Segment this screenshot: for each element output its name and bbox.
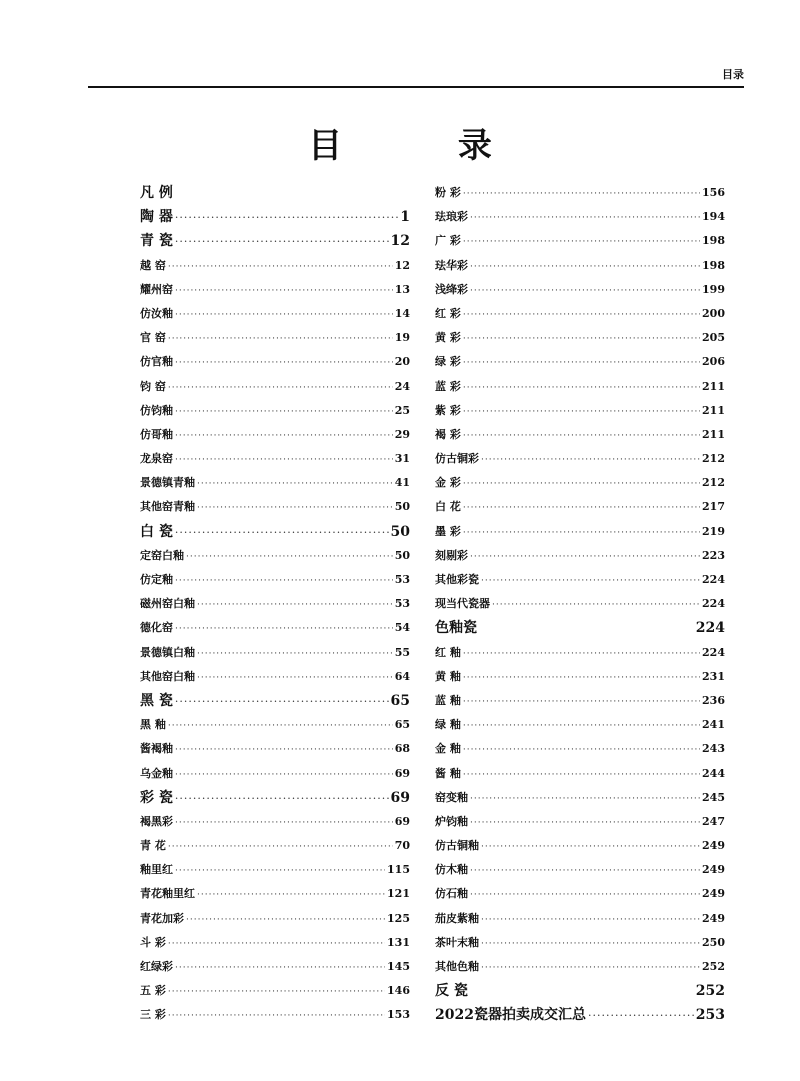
toc-entry[interactable] [140, 834, 410, 858]
toc-entry-page: 252 [702, 960, 725, 973]
toc-entry-page: 68 [394, 742, 410, 756]
toc-leader-dots [463, 376, 700, 400]
toc-entry-label: 色釉瓷 [435, 620, 477, 637]
toc-entry-page: 224 [695, 620, 725, 637]
toc-entry-label: 黑 瓷 [140, 692, 173, 709]
toc-leader-dots [481, 835, 700, 859]
toc-leader-dots [175, 763, 393, 787]
toc-leader-dots [175, 303, 393, 327]
toc-leader-dots [463, 424, 700, 448]
toc-entry-page: 65 [390, 692, 410, 709]
toc-leader-dots [168, 327, 393, 351]
toc-entry-label: 红 釉 [435, 645, 461, 659]
toc-entry[interactable] [435, 641, 725, 665]
toc-entry-label: 浅绛彩 [435, 282, 468, 296]
toc-leader-dots [197, 593, 393, 617]
toc-leader-dots [186, 908, 385, 932]
toc-entry-page: 198 [702, 234, 725, 248]
toc-entry[interactable] [435, 520, 725, 544]
toc-leader-dots [175, 569, 393, 593]
toc-entry-page: 199 [702, 282, 725, 296]
toc-entry-label: 黑 釉 [140, 718, 166, 732]
toc-entry-label: 窑变釉 [435, 790, 468, 804]
toc-entry[interactable] [435, 568, 725, 592]
toc-entry[interactable] [435, 713, 725, 737]
toc-entry-label: 红 彩 [435, 306, 461, 320]
toc-entry[interactable] [140, 907, 410, 931]
toc-leader-dots [463, 327, 700, 351]
toc-entry-label: 凡 例 [140, 185, 173, 201]
toc-entry-label: 绿 彩 [435, 355, 461, 369]
toc-entry[interactable] [140, 205, 410, 229]
running-header: 目录 [722, 68, 744, 81]
toc-entry-label: 青花釉里红 [140, 887, 195, 901]
toc-entry-page: 244 [702, 766, 725, 780]
toc-entry[interactable] [435, 423, 725, 447]
toc-entry-page: 153 [387, 1008, 410, 1022]
toc-entry[interactable] [140, 568, 410, 592]
toc-entry[interactable] [435, 737, 725, 761]
toc-leader-dots [481, 956, 700, 980]
toc-entry-page: 1 [400, 209, 410, 226]
toc-leader-dots [197, 642, 393, 666]
toc-entry[interactable] [435, 592, 725, 616]
toc-entry[interactable] [435, 907, 725, 931]
toc-entry-page: 31 [394, 452, 410, 466]
toc-leader-dots [481, 448, 700, 472]
toc-entry[interactable] [435, 302, 725, 326]
toc-entry-label: 红绿彩 [140, 960, 173, 973]
toc-entry[interactable] [140, 254, 410, 278]
toc-entry-page: 50 [394, 548, 410, 562]
toc-leader-dots [197, 472, 393, 496]
toc-entry[interactable] [435, 495, 725, 519]
toc-entry[interactable] [435, 254, 725, 278]
toc-entry-page: 50 [390, 523, 410, 540]
toc-entry-page: 253 [695, 1007, 725, 1024]
toc-entry[interactable] [435, 979, 725, 1003]
toc-entry-label: 粉 彩 [435, 186, 461, 199]
toc-entry-label: 2022瓷器拍卖成交汇总 [435, 1007, 586, 1024]
toc-entry-label: 龙泉窑 [140, 452, 173, 466]
toc-entry-page: 69 [394, 766, 410, 780]
toc-leader-dots [481, 569, 700, 593]
toc-leader-dots [463, 303, 700, 327]
toc-entry[interactable] [140, 858, 410, 882]
toc-entry-page: 115 [387, 863, 410, 877]
toc-entry-label: 仿定釉 [140, 573, 173, 586]
toc-entry-label: 仿古铜彩 [435, 452, 479, 466]
toc-entry-page: 64 [394, 669, 410, 683]
toc-entry-page: 249 [702, 911, 725, 925]
toc-leader-dots [175, 521, 389, 545]
toc-entry-label: 仿汝釉 [140, 306, 173, 320]
toc-leader-dots [470, 255, 700, 279]
toc-entry-page: 231 [702, 669, 725, 683]
toc-entry-label: 斗 彩 [140, 935, 166, 949]
toc-entry-page: 249 [702, 839, 725, 853]
toc-entry-label: 耀州窑 [140, 282, 173, 296]
toc-entry-page: 131 [387, 935, 410, 949]
toc-entry-page: 224 [702, 597, 725, 611]
toc-entry-page: 55 [394, 645, 410, 659]
toc-leader-dots [463, 690, 700, 714]
toc-leader-dots [470, 859, 700, 883]
toc-entry-page: 245 [702, 790, 725, 804]
toc-entry-page: 249 [702, 863, 725, 877]
toc-entry-page: 24 [394, 379, 410, 393]
toc-leader-dots [168, 376, 393, 400]
toc-entry-label: 磁州窑白釉 [140, 597, 195, 611]
toc-entry-label: 黄 釉 [435, 669, 461, 683]
toc-entry-page: 54 [394, 621, 410, 635]
toc-entry-page: 70 [394, 839, 410, 853]
toc-leader-dots [175, 859, 385, 883]
toc-entry[interactable] [435, 616, 725, 640]
toc-leader-dots [168, 835, 393, 859]
toc-entry[interactable] [140, 544, 410, 568]
toc-entry-page: 50 [394, 500, 410, 514]
toc-entry[interactable] [140, 423, 410, 447]
toc-entry-page: 249 [702, 887, 725, 901]
toc-entry-page: 212 [702, 476, 725, 490]
toc-leader-dots [175, 424, 393, 448]
toc-entry[interactable] [435, 205, 725, 229]
toc-entry-label: 青 瓷 [140, 233, 173, 250]
toc-leader-dots [470, 545, 700, 569]
toc-entry[interactable] [140, 326, 410, 350]
toc-entry-label: 陶 器 [140, 209, 173, 226]
toc-entry-page: 217 [702, 500, 725, 514]
toc-leader-dots [175, 351, 393, 375]
toc-entry[interactable] [140, 350, 410, 374]
toc-entry-label: 炉钧釉 [435, 814, 468, 828]
toc-entry-page: 13 [394, 282, 410, 296]
toc-entry[interactable] [140, 665, 410, 689]
toc-entry-page: 41 [394, 476, 410, 490]
toc-entry-page: 25 [394, 403, 410, 417]
toc-entry-label: 蓝 彩 [435, 379, 461, 393]
toc-entry-label: 仿木釉 [435, 863, 468, 877]
toc-entry[interactable] [140, 762, 410, 786]
toc-leader-dots [168, 1004, 385, 1028]
toc-entry-page: 65 [394, 718, 410, 732]
toc-entry-label: 仿钧釉 [140, 403, 173, 417]
toc-entry[interactable] [140, 399, 410, 423]
toc-entry-label: 刻剔彩 [435, 548, 468, 562]
toc-entry-page: 69 [394, 814, 410, 828]
toc-entry[interactable] [140, 447, 410, 471]
toc-entry[interactable] [435, 326, 725, 350]
toc-entry[interactable] [435, 810, 725, 834]
toc-entry-label: 青 花 [140, 839, 166, 853]
toc-entry-label: 白 花 [435, 500, 461, 514]
toc-entry[interactable] [435, 1003, 725, 1027]
toc-entry[interactable] [435, 181, 725, 205]
toc-entry[interactable] [140, 181, 410, 205]
toc-entry-label: 釉里红 [140, 863, 173, 877]
toc-leader-dots [470, 883, 700, 907]
toc-entry-label: 酱 釉 [435, 766, 461, 780]
toc-entry[interactable] [435, 278, 725, 302]
toc-entry-label: 茄皮紫釉 [435, 911, 479, 925]
toc-leader-dots [175, 230, 389, 254]
toc-entry-page: 12 [390, 233, 410, 250]
toc-entry-page: 236 [702, 693, 725, 707]
toc-leader-dots [588, 1004, 694, 1028]
toc-entry-label: 三 彩 [140, 1008, 166, 1022]
toc-entry-page: 125 [387, 911, 410, 925]
toc-entry-label: 彩 瓷 [140, 789, 173, 806]
toc-entry-page: 146 [387, 984, 410, 998]
toc-leader-dots [175, 206, 398, 230]
toc-entry-label: 钧 窑 [140, 379, 166, 393]
toc-entry[interactable] [140, 302, 410, 326]
toc-entry-page: 224 [702, 573, 725, 586]
toc-entry-page: 206 [702, 355, 725, 369]
toc-entry-page: 219 [702, 524, 725, 538]
toc-entry[interactable] [435, 350, 725, 374]
toc-entry-label: 广 彩 [435, 234, 461, 248]
toc-entry-page: 69 [390, 789, 410, 806]
toc-right-column [435, 181, 725, 1028]
toc-entry-page: 224 [702, 645, 725, 659]
toc-entry-page: 211 [702, 403, 725, 417]
toc-entry[interactable] [140, 375, 410, 399]
toc-entry[interactable] [435, 786, 725, 810]
toc-entry-label: 其他窑白釉 [140, 669, 195, 683]
toc-entry-label: 越 窑 [140, 258, 166, 272]
toc-entry[interactable] [435, 882, 725, 906]
toc-entry[interactable] [435, 931, 725, 955]
toc-leader-dots [175, 811, 393, 835]
toc-leader-dots [175, 787, 389, 811]
toc-entry-label: 褐黑彩 [140, 814, 173, 828]
toc-entry-label: 绿 釉 [435, 718, 461, 732]
toc-entry-page: 12 [394, 258, 410, 272]
toc-entry-label: 现当代瓷器 [435, 597, 490, 611]
toc-leader-dots [175, 279, 393, 303]
toc-entry-page: 205 [702, 331, 725, 345]
toc-entry[interactable] [140, 471, 410, 495]
toc-leader-dots [175, 738, 393, 762]
toc-leader-dots [175, 956, 385, 980]
toc-leader-dots [463, 738, 700, 762]
toc-entry-label: 仿石釉 [435, 887, 468, 901]
toc-leader-dots [470, 206, 700, 230]
toc-entry-page: 243 [702, 742, 725, 756]
toc-leader-dots [481, 908, 700, 932]
toc-leader-dots [463, 351, 700, 375]
toc-entry-label: 仿哥釉 [140, 427, 173, 441]
toc-entry-page: 53 [394, 573, 410, 586]
toc-entry[interactable] [140, 592, 410, 616]
toc-left-column [140, 181, 410, 1028]
toc-entry-page: 194 [702, 210, 725, 224]
toc-entry[interactable] [140, 713, 410, 737]
toc-entry-page: 121 [387, 887, 410, 901]
toc-entry-label: 官 窑 [140, 331, 166, 345]
toc-entry-page: 156 [702, 186, 725, 199]
toc-entry-page: 241 [702, 718, 725, 732]
toc-leader-dots [168, 980, 385, 1004]
toc-entry[interactable] [140, 278, 410, 302]
toc-leader-dots [470, 811, 700, 835]
toc-leader-dots [197, 496, 393, 520]
toc-entry-label: 其他彩瓷 [435, 573, 479, 586]
toc-entry-page: 145 [387, 960, 410, 973]
toc-leader-dots [463, 666, 700, 690]
toc-entry[interactable] [140, 882, 410, 906]
toc-entry-label: 金 彩 [435, 476, 461, 490]
toc-entry[interactable] [140, 1003, 410, 1027]
toc-entry[interactable] [435, 762, 725, 786]
toc-entry-label: 金 釉 [435, 742, 461, 756]
toc-leader-dots [463, 521, 700, 545]
toc-entry[interactable] [435, 544, 725, 568]
toc-entry-page: 223 [702, 548, 725, 562]
toc-entry-label: 反 瓷 [435, 983, 468, 1000]
toc-leader-dots [175, 448, 393, 472]
toc-entry-label: 乌金釉 [140, 766, 173, 780]
toc-leader-dots [168, 255, 393, 279]
toc-entry[interactable] [140, 979, 410, 1003]
toc-entry-label: 五 彩 [140, 984, 166, 998]
toc-leader-dots [463, 472, 700, 496]
toc-leader-dots [186, 545, 393, 569]
toc-entry[interactable] [435, 229, 725, 253]
toc-leader-dots [197, 883, 385, 907]
toc-entry-page: 252 [695, 983, 725, 1000]
toc-entry-page: 211 [702, 379, 725, 393]
toc-entry[interactable] [140, 931, 410, 955]
toc-entry-label: 青花加彩 [140, 911, 184, 925]
toc-entry-page: 20 [394, 355, 410, 369]
toc-entry-label: 珐华彩 [435, 258, 468, 272]
toc-entry-label: 紫 彩 [435, 403, 461, 417]
toc-leader-dots [463, 182, 700, 206]
page-title: 目 录 [308, 126, 544, 166]
toc-leader-dots [463, 230, 700, 254]
toc-leader-dots [175, 690, 389, 714]
toc-entry[interactable] [140, 810, 410, 834]
toc-entry-page: 19 [394, 331, 410, 345]
toc-entry-label: 其他窑青釉 [140, 500, 195, 514]
toc-leader-dots [463, 400, 700, 424]
header-rule [88, 86, 744, 88]
toc-entry[interactable] [140, 689, 410, 713]
toc-entry[interactable] [140, 955, 410, 979]
toc-entry-page: 53 [394, 597, 410, 611]
toc-entry[interactable] [140, 229, 410, 253]
toc-entry-page: 212 [702, 452, 725, 466]
toc-entry-label: 茶叶末釉 [435, 935, 479, 949]
toc-entry-page: 29 [394, 427, 410, 441]
toc-entry[interactable] [435, 834, 725, 858]
toc-entry[interactable] [140, 495, 410, 519]
toc-leader-dots [492, 593, 700, 617]
toc-leader-dots [463, 642, 700, 666]
toc-leader-dots [481, 932, 700, 956]
toc-entry[interactable] [140, 520, 410, 544]
toc-leader-dots [470, 279, 700, 303]
toc-entry[interactable] [435, 689, 725, 713]
toc-entry-page: 200 [702, 306, 725, 320]
toc-entry[interactable] [435, 399, 725, 423]
toc-entry-page: 198 [702, 258, 725, 272]
toc-entry-label: 仿官釉 [140, 355, 173, 369]
toc-entry[interactable] [140, 737, 410, 761]
toc-entry[interactable] [435, 471, 725, 495]
toc-entry[interactable] [140, 786, 410, 810]
toc-entry-label: 德化窑 [140, 621, 173, 635]
toc-entry-page: 250 [702, 935, 725, 949]
toc-entry[interactable] [140, 641, 410, 665]
toc-entry[interactable] [435, 447, 725, 471]
toc-leader-dots [463, 714, 700, 738]
toc-entry-label: 珐琅彩 [435, 210, 468, 224]
toc-leader-dots [168, 714, 393, 738]
toc-entry-label: 白 瓷 [140, 523, 173, 540]
toc-entry-label: 仿古铜釉 [435, 839, 479, 853]
toc-entry-label: 景德镇青釉 [140, 476, 195, 490]
toc-entry[interactable] [435, 665, 725, 689]
toc-entry-label: 墨 彩 [435, 524, 461, 538]
toc-entry-label: 酱褐釉 [140, 742, 173, 756]
toc-entry-label: 其他色釉 [435, 960, 479, 973]
toc-leader-dots [463, 496, 700, 520]
toc-leader-dots [197, 666, 393, 690]
toc-entry-label: 景德镇白釉 [140, 645, 195, 659]
toc-entry-page: 14 [394, 306, 410, 320]
toc-entry[interactable] [140, 616, 410, 640]
toc-entry[interactable] [435, 955, 725, 979]
toc-entry-label: 褐 彩 [435, 427, 461, 441]
toc-leader-dots [470, 787, 700, 811]
toc-leader-dots [168, 932, 385, 956]
toc-leader-dots [463, 763, 700, 787]
toc-entry-label: 定窑白釉 [140, 548, 184, 562]
toc-entry-page: 247 [702, 814, 725, 828]
toc-leader-dots [175, 400, 393, 424]
toc-leader-dots [175, 617, 393, 641]
toc-entry-page: 211 [702, 427, 725, 441]
toc-entry[interactable] [435, 375, 725, 399]
toc-entry-label: 黄 彩 [435, 331, 461, 345]
toc-entry-label: 蓝 釉 [435, 693, 461, 707]
toc-entry[interactable] [435, 858, 725, 882]
